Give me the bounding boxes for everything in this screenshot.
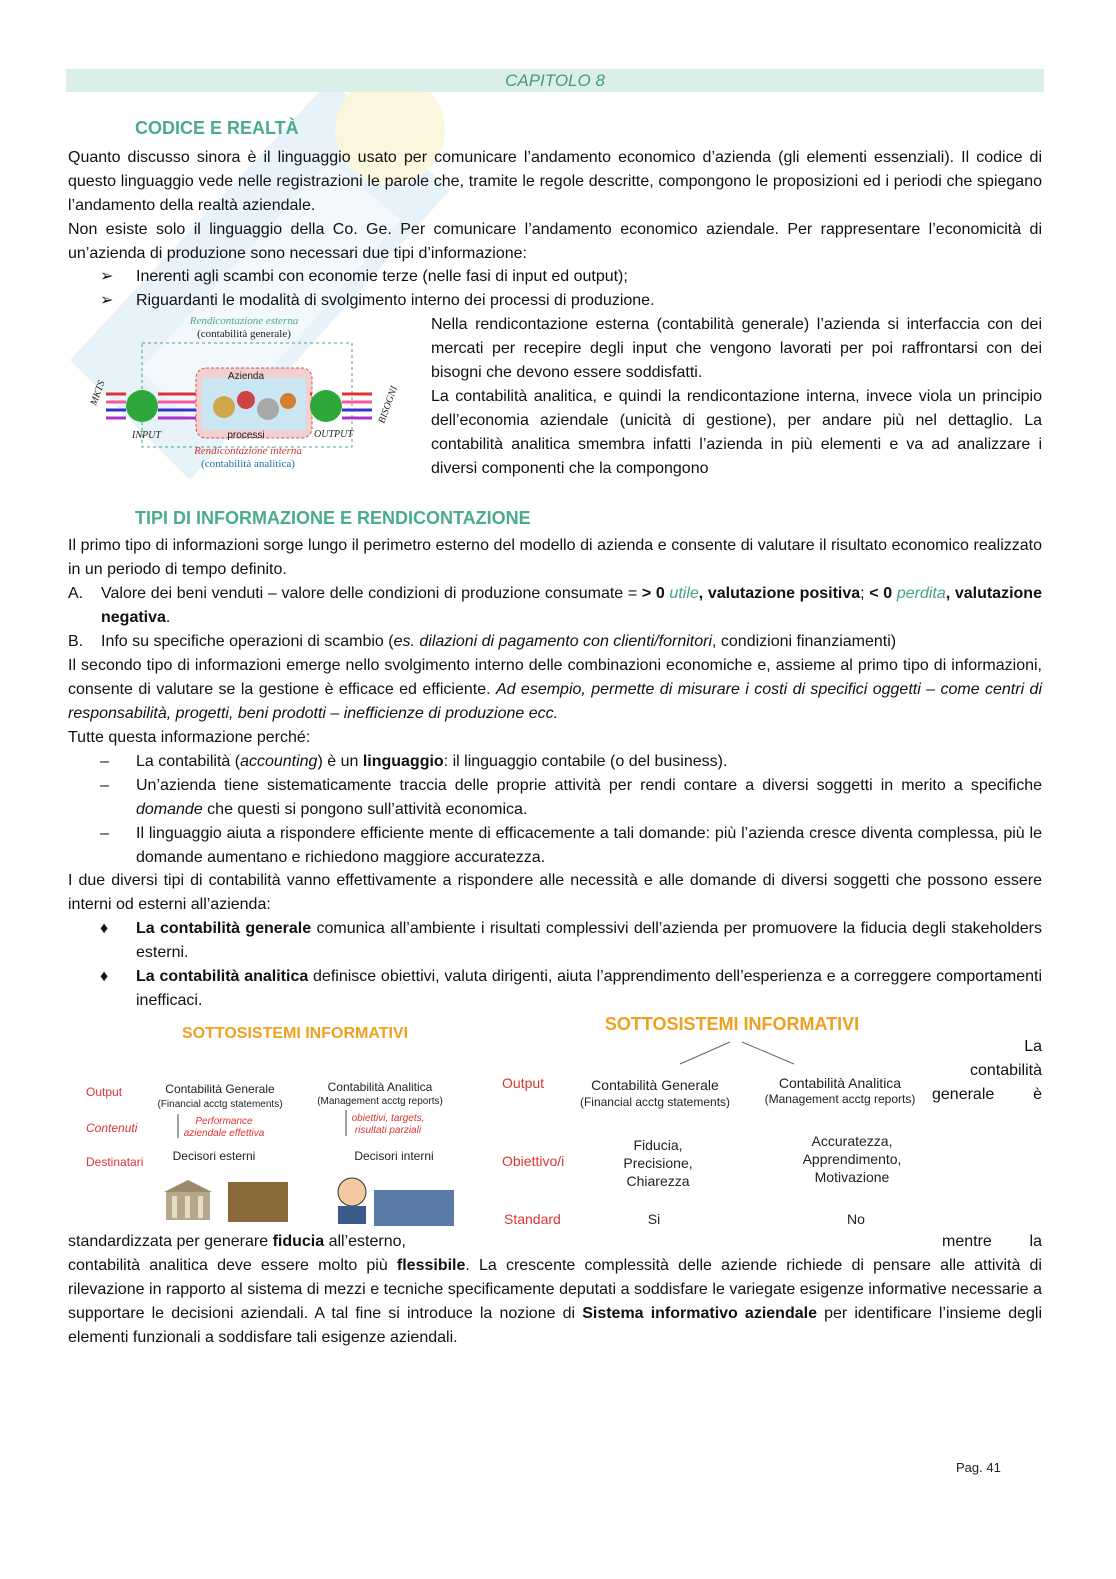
- paragraph-contabilita: I due diversi tipi di contabilità vanno effettivamente a rispondere alle necessità e alle domande di diversi soggetti che possono essere interni od esterni all’azienda:: [68, 872, 1042, 913]
- paragraph: Non esiste solo il linguaggio della Co. Ge. Per comunicare l’andamento economico aziendale. Per rappresentare l’economicità di un’azienda di produzione sono necessari due tipi d’informazione:: [68, 221, 1042, 262]
- wrapped-text-right: La contabilità generale è: [932, 1038, 1042, 1103]
- section1-body: [68, 146, 1042, 266]
- page-number: Pag. 41: [956, 1460, 1001, 1475]
- bullet-list-arrows: [100, 265, 1042, 313]
- gear-icon: [237, 391, 255, 409]
- cg-goal: Fiducia,: [633, 1137, 683, 1153]
- cg-goal: Precisione,: [623, 1155, 693, 1171]
- sottosistemi-diagram-right: [492, 1008, 932, 1233]
- diagram-title: SOTTOSISTEMI INFORMATIVI: [181, 1025, 409, 1042]
- list-item-b: B. Info su specifiche operazioni di scambio (es. dilazioni di pagamento con clienti/fornitori, condizioni finanziamenti): [68, 633, 897, 650]
- cg-standard: Si: [647, 1211, 661, 1227]
- row-label-output: Output: [502, 1075, 545, 1091]
- ca-standard: No: [847, 1211, 865, 1227]
- row-label-destinatari: Destinatari: [86, 1155, 144, 1169]
- list-item-a: A. Valore dei beni venduti – valore delle condizioni di produzione consumate = > 0 utile, valutazione positiva; < 0 perdita, valutazione negativa.: [68, 585, 1042, 626]
- list-item: ♦ La contabilità analitica definisce obiettivi, valuta dirigenti, aiuta l’apprendimento dell’esperienza e a correggere comportamenti inefficaci.: [100, 965, 1042, 1013]
- col-cg-sub: (Financial acctg statements): [579, 1095, 731, 1109]
- col-cg-sub: (Financial acctg statements): [157, 1099, 283, 1110]
- section2-body: [68, 534, 1042, 750]
- diagram-label-output: OUTPUT: [314, 429, 353, 440]
- section-title-tipi: TIPI DI INFORMAZIONE E RENDICONTAZIONE: [135, 508, 531, 528]
- final-line-1-right: mentre la: [942, 1233, 1042, 1250]
- diagram-label-processi: processi: [227, 430, 265, 441]
- diagram-label-bisogni: BISOGNI: [376, 384, 401, 426]
- ca-goal: Accuratezza,: [811, 1133, 893, 1149]
- gear-icon: [213, 396, 235, 418]
- ca-goal: Apprendimento,: [802, 1151, 902, 1167]
- ca-content: risultati parziali: [354, 1125, 422, 1136]
- chapter-header: CAPITOLO 8: [66, 69, 1044, 92]
- final-paragraph: contabilità analitica deve essere molto più flessibile. La crescente complessità delle aziende richiede di pensare alle attività di rilevazione in rapporto al sistema di mezzi e tecniche specificamente deputati a soddisfare le variegate esigenze informative necessarie a supportare le decisioni aziendali. A tal fine si introduce la nozione di Sistema informativo aziendale per identificare l’insieme degli elementi funzionali a soddisfare tali esigenze aziendali.: [68, 1257, 1043, 1346]
- diagram-label-azienda: Azienda: [227, 371, 265, 382]
- diamond-bullet-icon: ♦: [100, 920, 109, 937]
- ca-dest: Decisori interni: [354, 1149, 434, 1163]
- manager-avatar-icon: [338, 1178, 366, 1224]
- cg-goal: Chiarezza: [626, 1173, 690, 1189]
- gear-icon: [257, 398, 279, 420]
- cg-dest: Decisori esterni: [172, 1149, 256, 1163]
- col-cg: Contabilità Generale: [165, 1082, 275, 1096]
- dash-list: [100, 750, 1042, 870]
- paragraph: La contabilità analitica, e quindi la rendicontazione interna, invece viola un principio dell’economia aziendale (unicità di gestione), per andare più nel dettaglio. La contabilità analitica smembra infatti l’azienda in più elementi e va ad analizzare i diversi componenti che la compongono: [431, 388, 1042, 477]
- list-item: ♦ La contabilità generale comunica all’ambiente i risultati complessivi dell’azienda per promuovere la fiducia degli stakeholders esterni.: [100, 917, 1042, 965]
- diagram-title: SOTTOSISTEMI INFORMATIVI: [604, 1014, 860, 1034]
- bank-icon: [164, 1180, 212, 1220]
- col-cg: Contabilità Generale: [591, 1077, 719, 1093]
- diagram-label-cg: (contabilità generale): [197, 328, 291, 340]
- cg-content: Performance: [195, 1116, 253, 1127]
- paragraph: Il primo tipo di informazioni sorge lungo il perimetro esterno del modello di azienda e consente di valutare il risultato economico realizzato in un periodo di tempo definito.: [68, 537, 1042, 578]
- row-label-output: Output: [86, 1085, 123, 1099]
- diagram-label-external: Rendicontazione esterna: [189, 315, 299, 327]
- paragraph: Tutte questa informazione perché:: [68, 729, 311, 746]
- sottosistemi-diagram-left: [80, 1018, 464, 1230]
- diagram-label-input: INPUT: [132, 430, 161, 441]
- paragraph: Il secondo tipo di informazioni emerge nello svolgimento interno delle combinazioni economiche e, assieme al primo tipo di informazioni, consente di valutare se la gestione è efficace ed efficiente. Ad esempio, permette di misurare i costi di specifici oggetti – come centri di responsabilità, progetti, beni prodotti – inefficienze di produzione ecc.: [68, 657, 1042, 722]
- arrow-bullet-icon: ➢: [100, 268, 114, 285]
- business-people-photo: [374, 1190, 454, 1226]
- list-item: ➢ Inerenti agli scambi con economie terze (nelle fasi di input ed output);: [100, 265, 1042, 289]
- diagram-label-ca: (contabilità analitica): [201, 458, 295, 470]
- col-ca-sub: (Management acctg reports): [764, 1092, 916, 1106]
- gear-icon: [280, 393, 296, 409]
- section-title-codice: CODICE E REALTÀ: [135, 118, 299, 138]
- ca-content: obiettivi, targets,: [351, 1113, 425, 1124]
- list-item: – La contabilità (accounting) è un linguaggio: il linguaggio contabile (o del business).: [100, 753, 728, 770]
- final-line-1: standardizzata per generare fiducia all’esterno,: [68, 1233, 406, 1250]
- list-item: – Un’azienda tiene sistematicamente traccia delle proprie attività per rendi contare a diversi soggetti in merito a specifiche domande che questi si pongono sull’attività economica.: [100, 777, 1042, 818]
- row-label-contenuti: Contenuti: [86, 1121, 138, 1135]
- ca-goal: Motivazione: [814, 1169, 890, 1185]
- list-item: ➢ Riguardanti le modalità di svolgimento interno dei processi di produzione.: [100, 289, 1042, 313]
- diagram-label-mkts: MKTS: [88, 379, 108, 408]
- paragraph: Nella rendicontazione esterna (contabilità generale) l’azienda si interfaccia con dei mercati per recepire degli input che vengono lavorati per poi raffrontarsi con dei bisogni che devono essere soddisfatti.: [431, 316, 1042, 381]
- diamond-bullet-icon: ♦: [100, 968, 109, 985]
- figure-side-text: [431, 313, 1042, 481]
- col-ca: Contabilità Analitica: [327, 1080, 433, 1094]
- diagram-label-internal: Rendicontazione interna: [194, 445, 302, 457]
- paragraph: Quanto discusso sinora è il linguaggio usato per comunicare l’andamento economico d’azienda (gli elementi essenziali). Il codice di questo linguaggio vede nelle registrazioni le parole che, tramite le regole descritte, compongono le proposizioni ed i periodi che spiegano l’andamento della realtà aziendale.: [68, 149, 1042, 214]
- col-ca: Contabilità Analitica: [778, 1075, 902, 1091]
- row-label-standard: Standard: [504, 1211, 561, 1227]
- rendicontazione-diagram: [84, 312, 414, 480]
- diamond-list: [100, 917, 1042, 1013]
- row-label-obiettivi: Obiettivo/i: [502, 1153, 565, 1169]
- list-item: – Il linguaggio aiuta a rispondere efficiente mente di efficacemente a tali domande: più l’azienda cresce diventa complessa, più le domande aumentano e richiedono maggiore accuratezza.: [100, 825, 1042, 866]
- handshake-photo: [228, 1182, 288, 1222]
- col-ca-sub: (Management acctg reports): [317, 1096, 443, 1107]
- cg-content: aziendale effettiva: [183, 1128, 265, 1139]
- arrow-bullet-icon: ➢: [100, 292, 114, 309]
